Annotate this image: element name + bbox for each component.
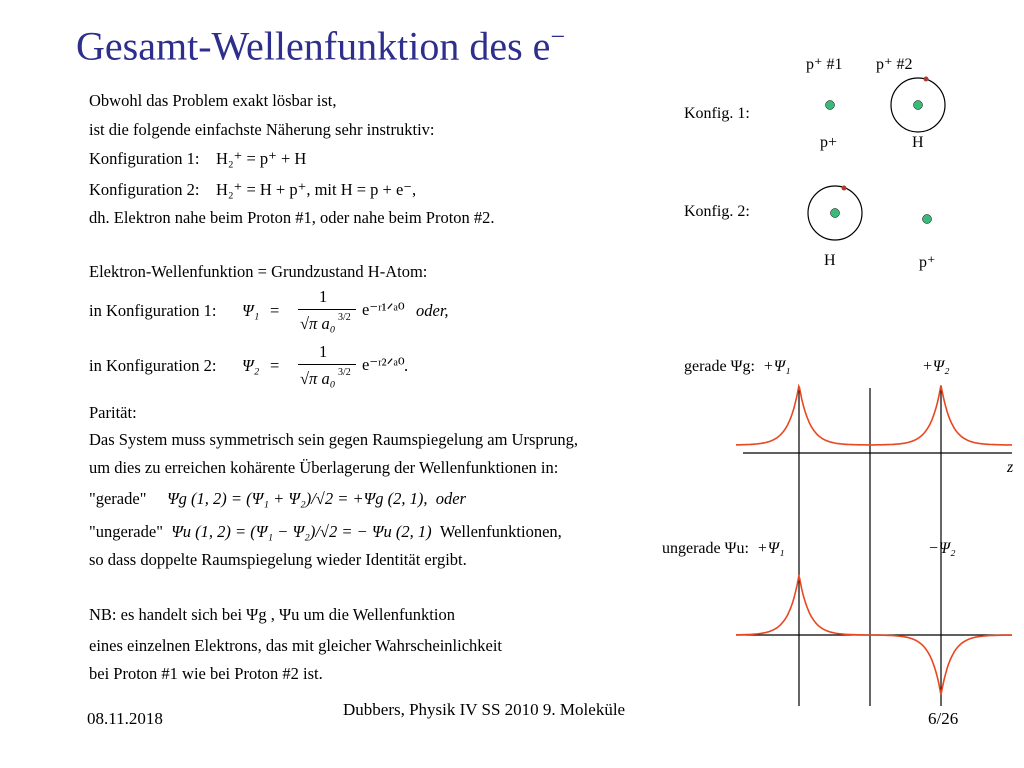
- ungerade-point-11: [976, 670, 977, 671]
- ungerade-point-12: [1011, 655, 1012, 656]
- wf-heading: Elektron-Wellenfunktion = Grundzustand H-Atom:: [89, 262, 428, 281]
- k1-left-label: p+: [820, 134, 838, 151]
- intro-line-1: Obwohl das Problem exakt lösbar ist,: [89, 91, 337, 110]
- wf1-eq: =: [270, 301, 280, 320]
- wf2-psi: Ψ₂: [242, 356, 260, 375]
- wf1-den-exp: 3/2: [338, 312, 351, 323]
- paritaet-line-2: um dies zu erreichen kohärente Überlagerung der Wellenfunktionen in:: [89, 458, 559, 477]
- nb-line-3: bei Proton #1 wie bei Proton #2 ist.: [89, 664, 323, 683]
- gerade-point-6: [798, 384, 799, 385]
- wf2-tail: .: [404, 356, 409, 375]
- ungerade-line: "ungerade" Ψu (1, 2) = (Ψ₁ − Ψ₂)/√2 = − Ψu (2, 1) Wellenfunktionen,: [89, 522, 562, 541]
- wf1-tail: oder,: [416, 301, 449, 320]
- ungerade-plot-label: ungerade Ψu: +Ψ₁: [662, 540, 785, 557]
- gerade-point-4: [727, 423, 728, 424]
- gerade-point-11: [976, 408, 977, 409]
- gerade-point-0: [443, 441, 444, 442]
- wf1-exp: e⁻ʳ¹ᐟᵃ⁰: [362, 300, 405, 319]
- wf1-den: √π a₀: [300, 314, 336, 333]
- wf1-label: in Konfiguration 1:: [89, 301, 217, 320]
- ungerade-point-7: [834, 604, 835, 605]
- nb-line-1: NB: es handelt sich bei Ψg , Ψu um die Wellenfunktion: [89, 605, 455, 624]
- ungerade-point-9: [905, 664, 906, 665]
- axis-z-label: z: [1007, 459, 1014, 476]
- ungerade-point-0: [443, 631, 444, 632]
- ungerade-point-1: [514, 630, 515, 631]
- doppelte-line: so dass doppelte Raumspiegelung wieder Identität ergibt.: [89, 550, 467, 569]
- ungerade-plot-right: −Ψ₂: [928, 540, 956, 557]
- gerade-point-2: [585, 438, 586, 439]
- proton1-label: p⁺ #1: [806, 56, 843, 73]
- ungerade-point-5: [763, 598, 764, 599]
- wf2-exp: e⁻ʳ²ᐟᵃ⁰: [362, 355, 405, 374]
- ungerade-point-10: [940, 694, 941, 695]
- ungerade-point-2: [585, 628, 586, 629]
- wf1-psi: Ψ₁: [242, 301, 260, 320]
- k2-left-label: H: [824, 252, 836, 269]
- footer-center: Dubbers, Physik IV SS 2010 9. Moleküle: [343, 700, 626, 719]
- footer-page: 6/26: [928, 709, 959, 728]
- wf2-label: in Konfiguration 2:: [89, 356, 217, 375]
- footer-date: 08.11.2018: [87, 709, 163, 728]
- gerade-point-3: [656, 435, 657, 436]
- k2-right-label: p⁺: [919, 254, 936, 271]
- gerade-point-12: [1011, 423, 1012, 424]
- gerade-curve: [736, 385, 1012, 445]
- konfig2-line: Konfiguration 2: H₂⁺ = H + p⁺, mit H = p + e⁻,: [89, 180, 417, 199]
- paritaet-line-1: Das System muss symmetrisch sein gegen Raumspiegelung am Ursprung,: [89, 430, 578, 449]
- paritaet-heading: Parität:: [89, 403, 137, 422]
- ungerade-point-8: [869, 634, 870, 635]
- wf2-eq: =: [270, 356, 280, 375]
- gerade-plot-label: gerade Ψg: +Ψ₁: [684, 358, 791, 375]
- ungerade-point-6: [798, 574, 799, 575]
- ungerade-point-4: [727, 613, 728, 614]
- wf2-den-exp: 3/2: [338, 367, 351, 378]
- gerade-point-10: [940, 384, 941, 385]
- gerade-plot-right: +Ψ₂: [922, 358, 950, 375]
- konfig1-line: Konfiguration 1: H₂⁺ = p⁺ + H: [89, 149, 307, 168]
- dh-line: dh. Elektron nahe beim Proton #1, oder nahe beim Proton #2.: [89, 208, 495, 227]
- ungerade-point-3: [656, 625, 657, 626]
- konfig1-label: Konfig. 1:: [684, 105, 750, 122]
- wf2-den: √π a₀: [300, 369, 336, 388]
- gerade-point-1: [514, 440, 515, 441]
- gerade-point-9: [905, 408, 906, 409]
- gerade-point-5: [763, 408, 764, 409]
- wf2-num: 1: [319, 342, 328, 361]
- gerade-line: "gerade" Ψg (1, 2) = (Ψ₁ + Ψ₂)/√2 = +Ψg (2, 1), oder: [89, 489, 466, 508]
- k1-right-label: H: [912, 134, 924, 151]
- konfig2-label: Konfig. 2:: [684, 203, 750, 220]
- gerade-point-7: [834, 408, 835, 409]
- page-title: Gesamt-Wellenfunktion des e−: [76, 22, 566, 69]
- wf1-num: 1: [319, 287, 328, 306]
- proton2-label: p⁺ #2: [876, 56, 913, 73]
- gerade-point-8: [869, 423, 870, 424]
- nb-line-2: eines einzelnen Elektrons, das mit gleicher Wahrscheinlichkeit: [89, 636, 503, 655]
- intro-line-2: ist die folgende einfachste Näherung sehr instruktiv:: [89, 120, 435, 139]
